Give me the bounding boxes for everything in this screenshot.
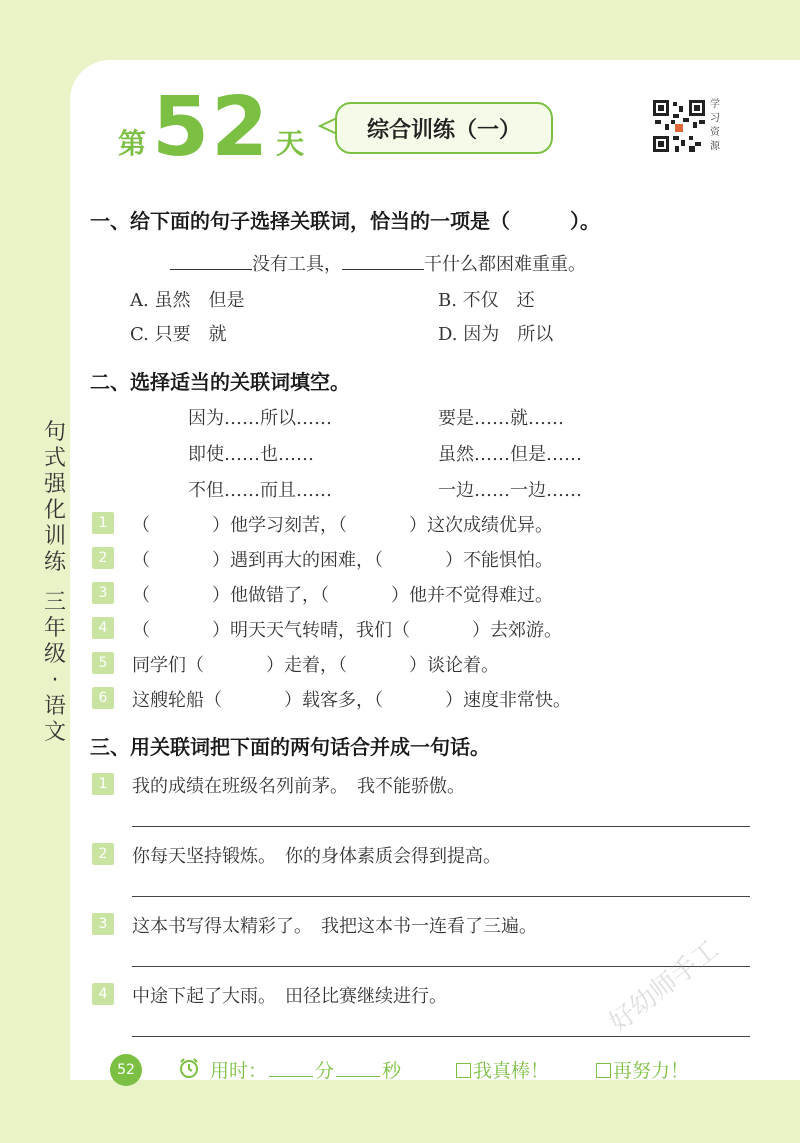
answer-line[interactable] xyxy=(132,826,750,827)
section2-title: 二、选择适当的关联词填空。 xyxy=(90,370,350,394)
fill-item-5: 同学们（ ）走着，（ ）谈论着。 xyxy=(132,655,499,676)
option-c[interactable]: C. 只要 就 xyxy=(130,324,227,345)
question-number: 1 xyxy=(92,773,114,795)
great-checkbox[interactable]: 我真棒！ xyxy=(456,1056,549,1083)
question-number: 3 xyxy=(92,913,114,935)
minutes-blank[interactable] xyxy=(269,1076,313,1077)
fill-item-4: （ ）明天天气转晴，我们（ ）去郊游。 xyxy=(132,620,562,641)
section1-sentence: 没有工具， 干什么都困难重重。 xyxy=(170,250,586,276)
try-harder-checkbox[interactable]: 再努力！ xyxy=(596,1056,689,1083)
seconds-blank[interactable] xyxy=(336,1076,380,1077)
answer-line[interactable] xyxy=(132,896,750,897)
option-d[interactable]: D. 因为 所以 xyxy=(438,324,554,345)
answer-blank-2[interactable] xyxy=(342,269,424,270)
question-number: 1 xyxy=(92,512,114,534)
fill-item-1: （ ）他学习刻苦，（ ）这次成绩优异。 xyxy=(132,515,553,536)
combine-item-4: 中途下起了大雨。 田径比赛继续进行。 xyxy=(132,986,447,1007)
question-number: 5 xyxy=(92,652,114,674)
day-prefix: 第 xyxy=(118,127,147,160)
section3-title: 三、用关联词把下面的两句话合并成一句话。 xyxy=(90,735,490,759)
checkbox-icon[interactable] xyxy=(596,1063,611,1078)
word-bank-item: 一边……一边…… xyxy=(438,480,582,501)
answer-blank-1[interactable] xyxy=(170,269,252,270)
fill-item-6: 这艘轮船（ ）载客多，（ ）速度非常快。 xyxy=(132,690,571,711)
question-number: 6 xyxy=(92,687,114,709)
option-b[interactable]: B. 不仅 还 xyxy=(438,290,535,311)
option-a[interactable]: A. 虽然 但是 xyxy=(130,290,245,311)
lesson-title: 综合训练（一） xyxy=(335,102,553,154)
word-bank-item: 虽然……但是…… xyxy=(438,444,582,465)
question-number: 2 xyxy=(92,843,114,865)
qr-caption: 学 习 资 源 xyxy=(710,99,720,152)
time-spent: 用时： 分 秒 xyxy=(210,1060,402,1082)
watermark: 好幼师手工 xyxy=(603,934,725,1039)
word-bank-item: 即使……也…… xyxy=(188,444,314,465)
word-bank-item: 因为……所以…… xyxy=(188,408,332,429)
question-number: 4 xyxy=(92,983,114,1005)
alarm-clock-icon xyxy=(178,1057,200,1079)
combine-item-1: 我的成绩在班级名列前茅。 我不能骄傲。 xyxy=(132,776,465,797)
word-bank-item: 不但……而且…… xyxy=(188,480,332,501)
fill-item-3: （ ）他做错了，（ ）他并不觉得难过。 xyxy=(132,585,553,606)
fill-item-2: （ ）遇到再大的困难，（ ）不能惧怕。 xyxy=(132,550,553,571)
day-number: 52 xyxy=(152,80,271,175)
checkbox-icon[interactable] xyxy=(456,1063,471,1078)
question-number: 4 xyxy=(92,617,114,639)
word-bank-item: 要是……就…… xyxy=(438,408,564,429)
qr-code-icon[interactable] xyxy=(651,98,707,154)
side-book-title: 句 式 强 化 训 练 三 年 级 · 语 文 xyxy=(43,420,66,745)
answer-line[interactable] xyxy=(132,1036,750,1037)
day-suffix: 天 xyxy=(276,127,305,160)
page-number: 52 xyxy=(110,1054,142,1086)
section1-title: 一、给下面的句子选择关联词，恰当的一项是（ ）。 xyxy=(90,209,600,233)
day-label xyxy=(118,80,305,175)
combine-item-2: 你每天坚持锻炼。 你的身体素质会得到提高。 xyxy=(132,846,501,867)
question-number: 2 xyxy=(92,547,114,569)
combine-item-3: 这本书写得太精彩了。 我把这本书一连看了三遍。 xyxy=(132,916,537,937)
question-number: 3 xyxy=(92,582,114,604)
